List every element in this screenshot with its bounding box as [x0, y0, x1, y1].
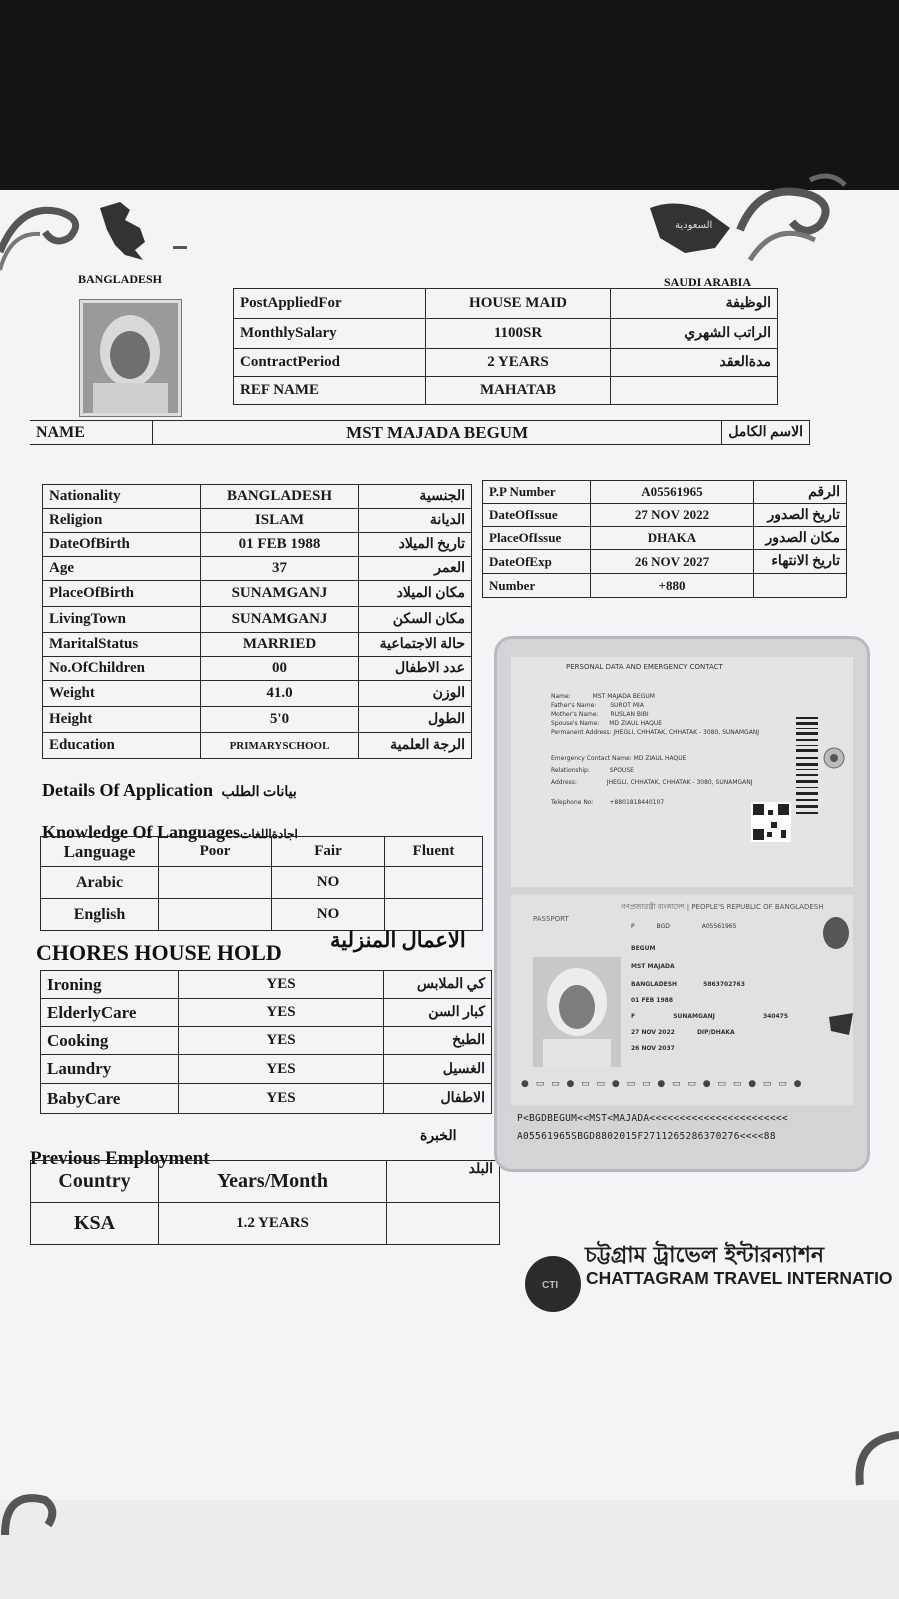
pp-emergency-0: Emergency Contact Name: MD ZIAUL HAQUE — [551, 755, 687, 762]
living-town-label: LivingTown — [43, 607, 201, 633]
details-title — [42, 780, 297, 801]
lang-english: English — [41, 899, 159, 931]
emp-header-years: Years/Month — [159, 1161, 387, 1203]
pp-number-arabic: الرقم — [754, 481, 847, 504]
pp-microprint: ● ▭ ▭ ● ▭ ▭ ● ▭ ▭ ● ▭ ▭ ● ▭ ▭ ● ▭ ▭ ● — [521, 1079, 804, 1089]
living-town-arabic: مكان السكن — [359, 607, 472, 633]
passport-photo — [533, 957, 621, 1067]
company-logo-icon — [524, 1248, 582, 1320]
languages-table — [40, 836, 483, 931]
dob-arabic: تاريخ الميلاد — [359, 533, 472, 557]
emp-header-country: Country — [31, 1161, 159, 1203]
pp-issue: 27 NOV 2022 DIP/DHAKA — [631, 1029, 735, 1036]
pp-expiry: 26 NOV 2037 — [631, 1045, 675, 1052]
saudi-seal-text: السعودية — [675, 220, 713, 231]
height-label: Height — [43, 707, 201, 733]
passport-emblem-icon — [821, 915, 851, 955]
expiry-date-arabic: تاريخ الانتهاء — [754, 550, 847, 574]
monthly-salary-arabic: الراتب الشهري — [611, 319, 778, 349]
religion-value: ISLAM — [201, 509, 359, 533]
pp-number-value: A05561965 — [591, 481, 754, 504]
details-title-en: Details Of Application — [42, 780, 214, 800]
emp-header-ar: البلد — [387, 1161, 500, 1203]
issue-place-arabic: مكان الصدور — [754, 527, 847, 550]
post-applied-value: HOUSE MAID — [425, 289, 611, 319]
name-table — [30, 420, 810, 445]
employment-table — [30, 1160, 500, 1245]
qr-code-icon — [751, 802, 791, 842]
expiry-date-label: DateOfExp — [483, 550, 591, 574]
chore-laundry-value: YES — [179, 1055, 384, 1084]
chore-cooking-label: Cooking — [41, 1027, 179, 1055]
post-table — [233, 288, 778, 405]
lang-arabic: Arabic — [41, 867, 159, 899]
issue-place-value: DHAKA — [591, 527, 754, 550]
contract-period-arabic: مدةالعقد — [611, 349, 778, 377]
pp-emergency-2: Address: JHEGLI, CHHATAK, CHHATAK - 3080, SUNAMGANJ — [551, 779, 753, 786]
age-value: 37 — [201, 557, 359, 581]
languages-title-en: Knowledge Of Languages — [42, 822, 241, 842]
phone-arabic — [754, 574, 847, 598]
chore-ironing-arabic: كي الملابس — [384, 971, 492, 999]
country-saudi-arabia: SAUDI ARABIA — [664, 275, 752, 289]
place-of-birth-value: SUNAMGANJ — [201, 581, 359, 607]
passport-info-table — [482, 480, 847, 598]
ref-name-label: REF NAME — [234, 377, 426, 405]
pp-field-2: Mother's Name: RUSLAN BIBI — [551, 711, 649, 718]
education-arabic: الرجة العلمية — [359, 733, 472, 759]
mrz-line-2: A05561965SBGD8802015F2711265286370276<<<<88 — [517, 1131, 776, 1142]
issue-date-value: 27 NOV 2022 — [591, 504, 754, 527]
chore-ironing-value: YES — [179, 971, 384, 999]
lang-header-poor: Poor — [159, 837, 272, 867]
phone-value: +880 — [591, 574, 754, 598]
children-value: 00 — [201, 657, 359, 681]
pp-field-4: Permanent Address: JHEGLI, CHHATAK, CHHATAK - 3080, SUNAMGANJ — [551, 729, 760, 736]
dob-value: 01 FEB 1988 — [201, 533, 359, 557]
monthly-salary-label: MonthlySalary — [234, 319, 426, 349]
company-name-english: CHATTAGRAM TRAVEL INTERNATIO — [586, 1268, 893, 1288]
emp-years: 1.2 YEARS — [159, 1203, 387, 1245]
bangladesh-map-icon — [95, 200, 195, 265]
name-value: MST MAJADA BEGUM — [153, 421, 722, 445]
pp-nationality: BANGLADESH 5863702763 — [631, 981, 745, 988]
company-logo-text: CTI — [542, 1280, 559, 1291]
passport-flag-icon — [829, 1013, 853, 1035]
lang-english-fluent — [385, 899, 483, 931]
nationality-arabic: الجنسية — [359, 485, 472, 509]
emp-country: KSA — [31, 1203, 159, 1245]
lang-arabic-fluent — [385, 867, 483, 899]
chore-babycare-value: YES — [179, 1084, 384, 1114]
corner-ornament-right — [720, 170, 850, 270]
pp-dob: 01 FEB 1988 — [631, 997, 673, 1004]
education-value: PRIMARYSCHOOL — [201, 733, 359, 759]
ref-name-value: MAHATAB — [425, 377, 611, 405]
nationality-label: Nationality — [43, 485, 201, 509]
place-of-birth-arabic: مكان الميلاد — [359, 581, 472, 607]
ref-name-arabic — [611, 377, 778, 405]
pp-republic: গণপ্রজাতন্ত্রী বাংলাদেশ | PEOPLE'S REPUBLIC OF BANGLADESH — [621, 903, 824, 911]
chore-elderly-label: ElderlyCare — [41, 999, 179, 1027]
pp-type: P BGD A05561965 — [631, 923, 737, 930]
issue-date-label: DateOfIssue — [483, 504, 591, 527]
passport-data-page — [511, 657, 853, 887]
phone-label: Number — [483, 574, 591, 598]
passport-scan — [494, 636, 870, 1172]
nationality-value: BANGLADESH — [201, 485, 359, 509]
marital-status-value: MARRIED — [201, 633, 359, 657]
living-town-value: SUNAMGANJ — [201, 607, 359, 633]
lang-arabic-fair: NO — [272, 867, 385, 899]
pp-emergency-1: Relationship: SPOUSE — [551, 767, 634, 774]
age-arabic: العمر — [359, 557, 472, 581]
issue-date-arabic: تاريخ الصدور — [754, 504, 847, 527]
chore-babycare-arabic: الاطفال — [384, 1084, 492, 1114]
children-arabic: عدد الاطفال — [359, 657, 472, 681]
chores-table — [40, 970, 492, 1114]
pp-field-1: Father's Name: SUROT MIA — [551, 702, 644, 709]
corner-ornament-bottom-right — [850, 1430, 899, 1490]
applicant-photo — [80, 300, 181, 416]
issue-place-label: PlaceOfIssue — [483, 527, 591, 550]
name-arabic: الاسم الكامل — [722, 421, 810, 445]
chore-elderly-value: YES — [179, 999, 384, 1027]
contract-period-value: 2 YEARS — [425, 349, 611, 377]
pp-field-0: Name: MST MAJADA BEGUM — [551, 693, 655, 700]
lang-header-fair: Fair — [272, 837, 385, 867]
lang-header-language: Language — [41, 837, 159, 867]
chore-ironing-label: Ironing — [41, 971, 179, 999]
employment-title-ar: الخبرة — [420, 1129, 457, 1144]
company-name-bangla: চট্টগ্রাম ট্রাভেল ইন্টারন্যাশন — [585, 1243, 825, 1268]
languages-title-ar: اجادةاللغات — [240, 827, 298, 841]
pp-number-label: P.P Number — [483, 481, 591, 504]
passport-photo-page — [511, 895, 853, 1105]
corner-ornament-left — [0, 192, 90, 272]
hologram-seal-icon — [823, 747, 845, 769]
lang-header-fluent: Fluent — [385, 837, 483, 867]
chores-title-ar: الاعمال المنزلية — [330, 928, 466, 952]
details-title-ar: بيانات الطلب — [221, 785, 297, 800]
country-bangladesh: BANGLADESH — [78, 272, 163, 286]
contract-period-label: ContractPeriod — [234, 349, 426, 377]
post-applied-label: PostAppliedFor — [234, 289, 426, 319]
name-label: NAME — [30, 421, 153, 445]
post-applied-arabic: الوظيفة — [611, 289, 778, 319]
chore-babycare-label: BabyCare — [41, 1084, 179, 1114]
lang-arabic-poor — [159, 867, 272, 899]
chore-elderly-arabic: كبار السن — [384, 999, 492, 1027]
chores-title: CHORES HOUSE HOLD — [36, 940, 282, 965]
education-label: Education — [43, 733, 201, 759]
mrz-line-1: P<BGDBEGUM<<MST<MAJADA<<<<<<<<<<<<<<<<<<<<<<< — [517, 1113, 788, 1124]
place-of-birth-label: PlaceOfBirth — [43, 581, 201, 607]
pp-emergency-3: Telephone No: +8801818440107 — [551, 799, 665, 806]
weight-arabic: الوزن — [359, 681, 472, 707]
religion-label: Religion — [43, 509, 201, 533]
pp-passport-word: PASSPORT — [533, 915, 569, 923]
height-value: 5'0 — [201, 707, 359, 733]
chore-laundry-label: Laundry — [41, 1055, 179, 1084]
pp-sex: F SUNAMGANJ 340475 — [631, 1013, 789, 1020]
pp-surname: BEGUM — [631, 945, 656, 952]
saudi-map-icon — [645, 198, 735, 258]
monthly-salary-value: 1100SR — [425, 319, 611, 349]
weight-value: 41.0 — [201, 681, 359, 707]
chore-cooking-value: YES — [179, 1027, 384, 1055]
weight-label: Weight — [43, 681, 201, 707]
chore-cooking-arabic: الطبخ — [384, 1027, 492, 1055]
barcode-icon — [796, 717, 818, 817]
marital-status-arabic: حالة الاجتماعية — [359, 633, 472, 657]
marital-status-label: MaritalStatus — [43, 633, 201, 657]
pp-emergency-title: PERSONAL DATA AND EMERGENCY CONTACT — [566, 663, 723, 671]
corner-ornament-bottom-left — [0, 1480, 60, 1540]
age-label: Age — [43, 557, 201, 581]
lang-english-poor — [159, 899, 272, 931]
emp-extra — [387, 1203, 500, 1245]
height-arabic: الطول — [359, 707, 472, 733]
religion-arabic: الديانة — [359, 509, 472, 533]
dob-label: DateOfBirth — [43, 533, 201, 557]
pp-given: MST MAJADA — [631, 963, 675, 970]
chore-laundry-arabic: الغسيل — [384, 1055, 492, 1084]
personal-info-table — [42, 484, 472, 759]
pp-field-3: Spouse's Name: MD ZIAUL HAQUE — [551, 720, 662, 727]
employment-title: Previous Employment — [30, 1148, 210, 1169]
expiry-date-value: 26 NOV 2027 — [591, 550, 754, 574]
children-label: No.OfChildren — [43, 657, 201, 681]
lang-english-fair: NO — [272, 899, 385, 931]
